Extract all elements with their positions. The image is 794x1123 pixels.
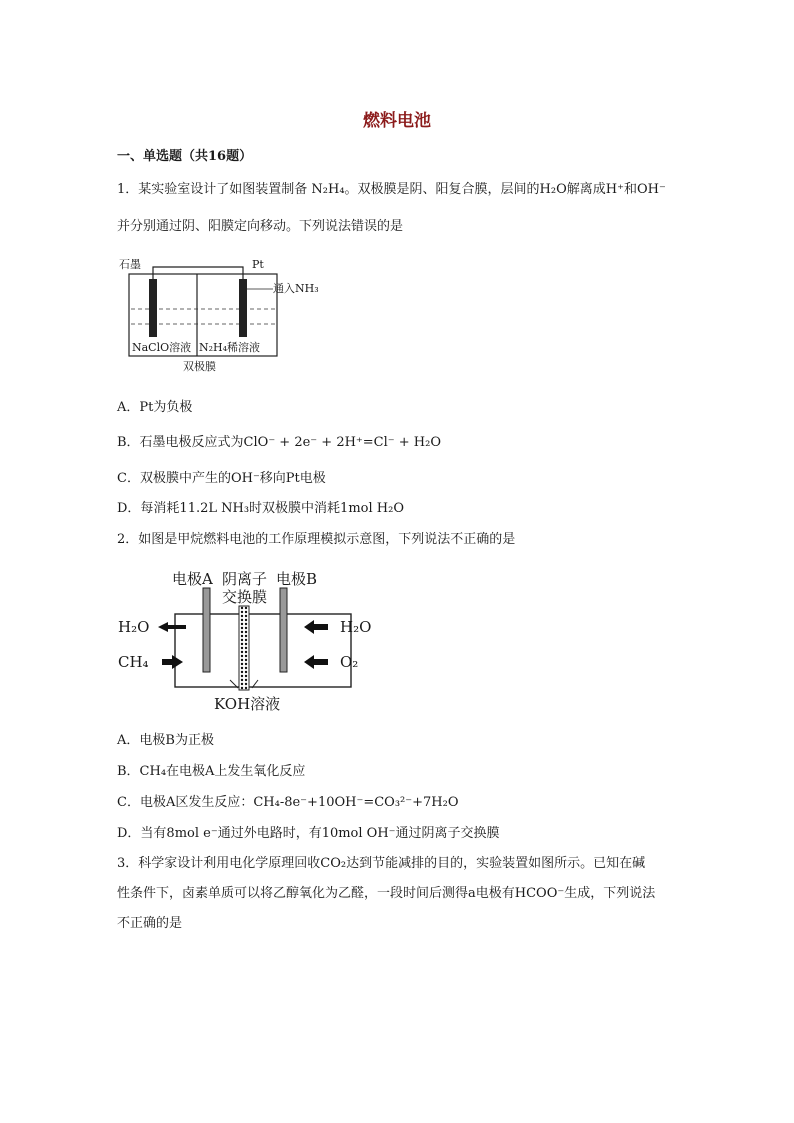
q1-option-d: D．每消耗11.2L NH₃时双极膜中消耗1mol H₂O [117,501,404,516]
q2-option-b: B．CH₄在电极A上发生氧化反应 [117,764,306,779]
q2-label-h2o-left: H₂O [118,618,150,636]
q1-option-b: B．石墨电极反应式为ClO⁻ + 2e⁻ + 2H⁺=Cl⁻ + H₂O [117,435,442,450]
q2-option-c: C．电极A区发生反应：CH₄-8e⁻+10OH⁻=CO₃²⁻+7H₂O [117,795,459,810]
q2-label-electrode-b: 电极B [276,570,318,588]
page-title: 燃料电池 [363,111,431,131]
q2-label-anion-line1: 阴离子 [222,570,268,588]
q2-figure [112,566,382,716]
q1-label-pt: Pt [252,258,264,271]
q2-arrow-h2o-right [304,620,328,634]
q2-label-o2: O₂ [340,653,359,671]
q1-option-c: C．双极膜中产生的OH⁻移向Pt电极 [117,471,326,486]
q1-label-naclo: NaClO溶液 [132,341,192,354]
q1-stem-line2: 并分别通过阴、阳膜定向移动。下列说法错误的是 [117,219,404,234]
q2-option-d: D．当有8mol e⁻通过外电路时，有10mol OH⁻通过阴离子交换膜 [117,826,500,841]
q1-figure [115,254,335,378]
q2-arrow-o2 [304,655,328,669]
q2-electrode-b [280,588,287,672]
q1-wire [153,267,243,290]
q2-arrow-h2o-left [158,622,186,632]
q1-label-n2h4: N₂H₄稀溶液 [199,341,261,354]
q2-label-anion-line2: 交换膜 [222,588,268,606]
q1-label-graphite: 石墨 [119,258,141,271]
q2-anion-membrane [239,606,249,690]
q2-label-h2o-right: H₂O [340,618,372,636]
q2-stem-line1: 2．如图是甲烷燃料电池的工作原理模拟示意图，下列说法不正确的是 [117,532,516,547]
section-heading: 一、单选题（共16题） [117,149,253,164]
q2-label-ch4: CH₄ [118,653,149,671]
q1-pt-electrode [239,279,247,337]
q2-electrode-a [203,588,210,672]
q2-label-koh: KOH溶液 [214,695,281,713]
q1-stem-line1: 1．某实验室设计了如图装置制备 N₂H₄。双极膜是阴、阳复合膜，层间的H₂O解离成H⁺和OH⁻ [117,182,666,197]
q1-label-nh3: 通入NH₃ [273,282,319,295]
q2-label-electrode-a: 电极A [172,570,213,588]
q3-stem-line1: 3．科学家设计利用电化学原理回收CO₂达到节能减排的目的，实验装置如图所示。已知在碱 [117,856,646,871]
q2-arrow-ch4 [162,655,183,669]
q2-option-a: A．电极B为正极 [117,733,214,748]
q1-option-a: A．Pt为负极 [117,400,193,415]
q3-stem-line3: 不正确的是 [117,916,183,931]
q1-label-membrane: 双极膜 [183,360,216,373]
q3-stem-line2: 性条件下，卤素单质可以将乙醇氧化为乙醛，一段时间后测得a电极有HCOO⁻生成，下列说法 [117,886,656,901]
q1-graphite-electrode [149,279,157,337]
